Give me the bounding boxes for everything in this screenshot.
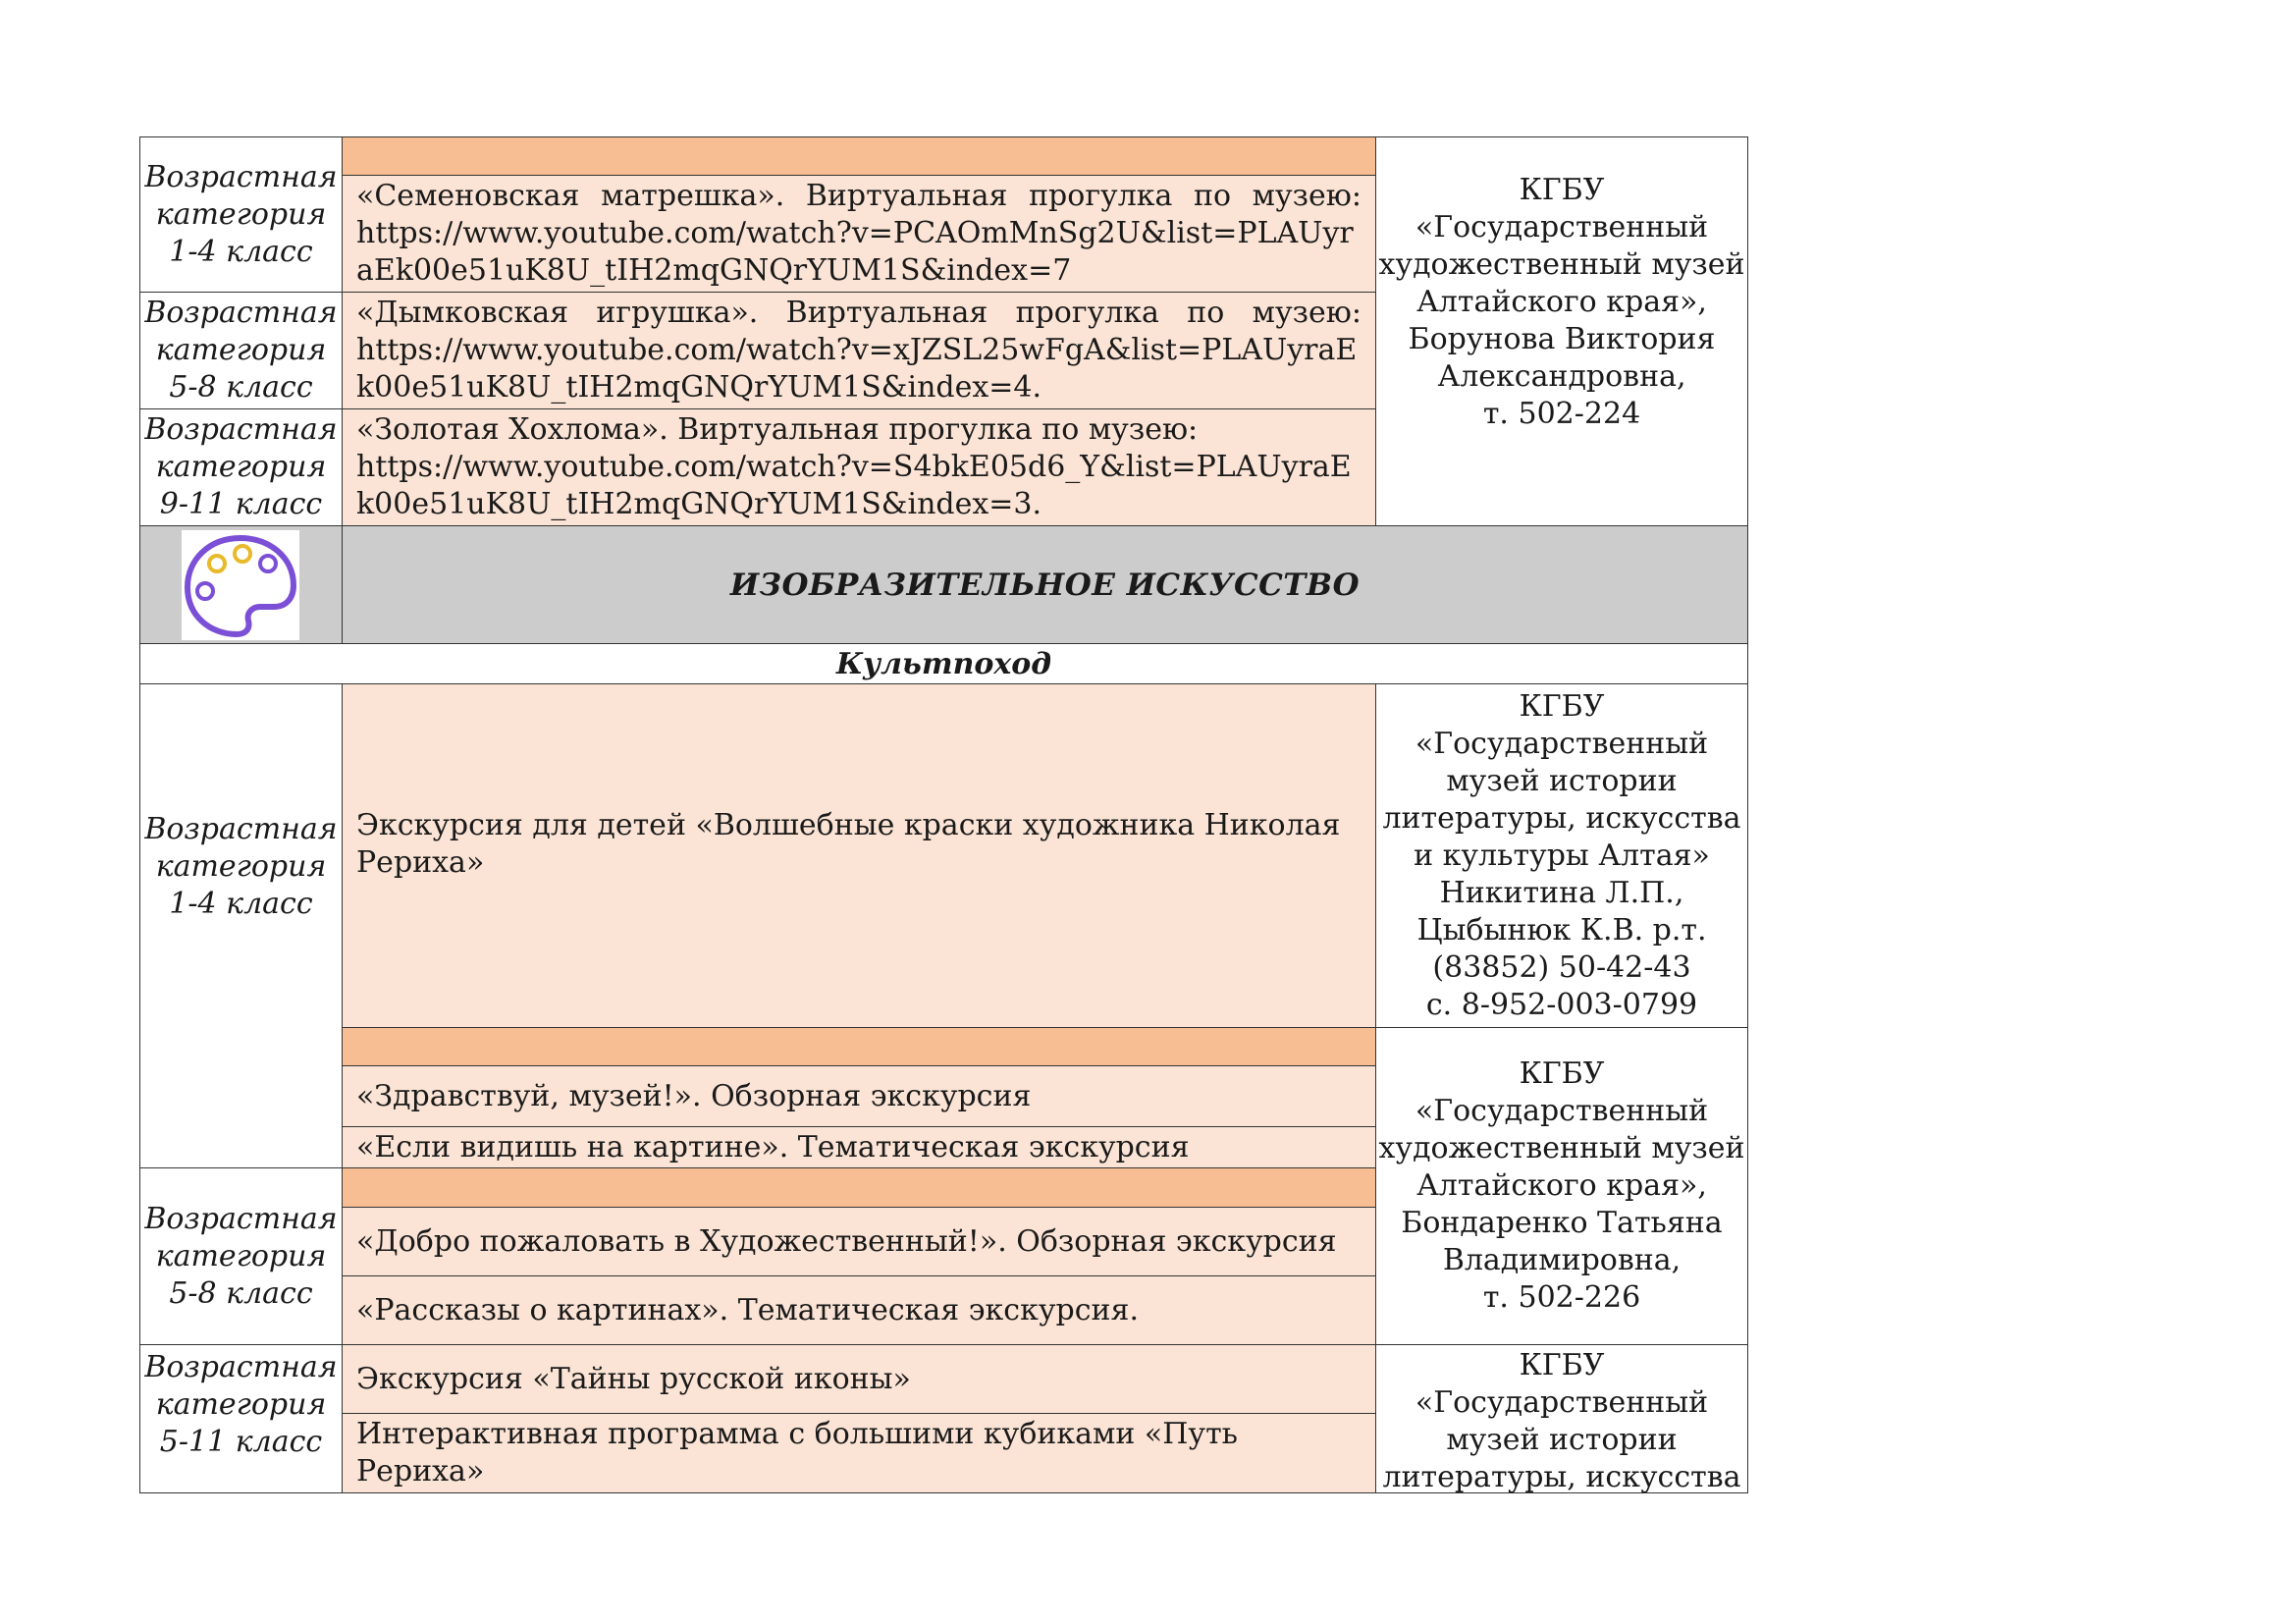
item-if-you-see [342, 1126, 1376, 1168]
virtual-tour-matryoshka [342, 175, 1376, 293]
age-cell-5-8-virtual [139, 292, 343, 409]
contact-line: Алтайского края», [1416, 284, 1707, 319]
event-title: Экскурсия «Тайны русской иконы» [356, 1361, 911, 1396]
item-rerikh-cubes [342, 1413, 1376, 1493]
age-label-line2: категория [155, 333, 327, 367]
contact-line: Борунова Виктория [1408, 321, 1716, 356]
orange-header-bar [342, 136, 1376, 176]
event-title: Экскурсия для детей «Волшебные краски художника Николая Рериха» [356, 807, 1341, 880]
video-link[interactable]: https://www.youtube.com/watch?v=PCAOmMnSg2U&list=PLAUyraEk00e51uK8U_tIH2mqGNQrYUM1S&index=7 [356, 216, 1354, 288]
contact-line: КГБУ [1519, 688, 1605, 724]
age-range: 1-4 класс [169, 887, 313, 921]
contact-line: Александровна, [1437, 358, 1686, 394]
contact-line: Цыбынюк К.В. р.т. [1416, 912, 1707, 947]
age-label-line1: Возрастная [144, 1350, 338, 1384]
icon-background [182, 530, 299, 640]
palette-icon [182, 530, 299, 640]
event-title: «Семеновская матрешка». Виртуальная прогулка по музею: [356, 179, 1362, 213]
age-cell-5-11-visits [139, 1344, 343, 1493]
age-label-line1: Возрастная [144, 1201, 338, 1236]
subheading-title: Культпоход [835, 646, 1052, 681]
contact-line: Никитина Л.П., [1439, 875, 1684, 910]
age-label-line2: категория [155, 196, 327, 232]
contact-line: с. 8-952-003-0799 [1425, 987, 1698, 1022]
event-title: «Золотая Хохлома». Виртуальная прогулка по музею: [356, 412, 1199, 447]
item-stories [342, 1275, 1376, 1345]
orange-header-bar [342, 1027, 1376, 1066]
age-cell-1-4-visits [139, 683, 343, 1168]
age-cell-9-11-virtual [139, 408, 343, 526]
age-range: 5-11 класс [159, 1425, 323, 1459]
age-label-line1: Возрастная [144, 159, 338, 194]
contact-line: Владимировна, [1442, 1243, 1682, 1277]
section-title: ИЗОБРАЗИТЕЛЬНОЕ ИСКУССТВО [729, 567, 1361, 603]
age-label-line2: категория [155, 1387, 327, 1422]
contact-line: литературы, искусства [1382, 1460, 1741, 1494]
banner-icon-cell [139, 525, 343, 644]
event-title: «Здравствуй, музей!». Обзорная экскурсия [356, 1078, 1032, 1113]
contact-line: т. 502-226 [1482, 1280, 1641, 1315]
event-title: «Если видишь на картине». Тематическая экскурсия [356, 1129, 1190, 1164]
contact-cell-art-museum-borunova [1375, 136, 1748, 526]
contact-line: «Государственный [1415, 1385, 1709, 1420]
events-table [139, 136, 1748, 1493]
virtual-tour-khokhloma [342, 408, 1376, 526]
contact-cell-history-museum-continued [1375, 1344, 1748, 1493]
item-welcome [342, 1207, 1376, 1276]
contact-line: Алтайского края», [1416, 1168, 1707, 1203]
subheading-row [139, 643, 1748, 684]
contact-cell-history-museum-nikitina [1375, 683, 1748, 1028]
age-cell-5-8-visits [139, 1167, 343, 1345]
age-label-line2: категория [155, 849, 327, 884]
video-link[interactable]: https://www.youtube.com/watch?v=xJZSL25wFgA&list=PLAUyraEk00e51uK8U_tIH2mqGNQrYUM1S&index=4. [356, 333, 1358, 405]
age-range: 5-8 класс [169, 370, 313, 405]
section-banner-title [342, 525, 1748, 644]
contact-line: «Государственный [1415, 726, 1709, 761]
contact-line: музей истории [1446, 763, 1678, 798]
contact-line: музей истории [1446, 1423, 1678, 1457]
contact-line: Бондаренко Татьяна [1401, 1206, 1723, 1240]
contact-line: т. 502-224 [1482, 396, 1641, 431]
age-label-line2: категория [155, 1238, 327, 1273]
event-title: «Дымковская игрушка». Виртуальная прогулка по музею: [356, 296, 1362, 330]
contact-line: художественный музей [1378, 1131, 1745, 1165]
contact-line: КГБУ [1519, 172, 1605, 207]
age-label-line1: Возрастная [144, 296, 338, 330]
contact-line: КГБУ [1519, 1348, 1605, 1382]
event-title: «Рассказы о картинах». Тематическая экскурсия. [356, 1292, 1139, 1327]
age-label-line1: Возрастная [144, 812, 338, 846]
excursion-rerikh-colors [342, 683, 1376, 1028]
age-label-line2: категория [155, 450, 327, 484]
contact-line: «Государственный [1415, 209, 1709, 244]
contact-line: «Государственный [1415, 1094, 1709, 1128]
age-range: 1-4 класс [169, 234, 313, 269]
age-range: 5-8 класс [169, 1275, 313, 1311]
age-cell-1-4-virtual [139, 136, 343, 293]
contact-cell-art-museum-bondarenko [1375, 1027, 1748, 1345]
item-icon-secrets [342, 1344, 1376, 1414]
age-range: 9-11 класс [159, 487, 323, 521]
orange-header-bar [342, 1167, 1376, 1208]
virtual-tour-dymkovo [342, 292, 1376, 409]
contact-line: художественный музей [1378, 246, 1745, 282]
contact-line: (83852) 50-42-43 [1432, 949, 1691, 985]
contact-line: литературы, искусства [1382, 800, 1741, 836]
contact-line: и культуры Алтая» [1414, 838, 1710, 873]
age-label-line1: Возрастная [144, 412, 338, 447]
item-hello-museum [342, 1065, 1376, 1127]
event-title: «Добро пожаловать в Художественный!». Обзорная экскурсия [356, 1223, 1337, 1259]
event-title: Интерактивная программа с большими кубиками «Путь Рериха» [356, 1417, 1238, 1489]
contact-line: КГБУ [1519, 1056, 1605, 1091]
video-link[interactable]: https://www.youtube.com/watch?v=S4bkE05d6_Y&list=PLAUyraEk00e51uK8U_tIH2mqGNQrYUM1S&index=3. [356, 450, 1352, 521]
